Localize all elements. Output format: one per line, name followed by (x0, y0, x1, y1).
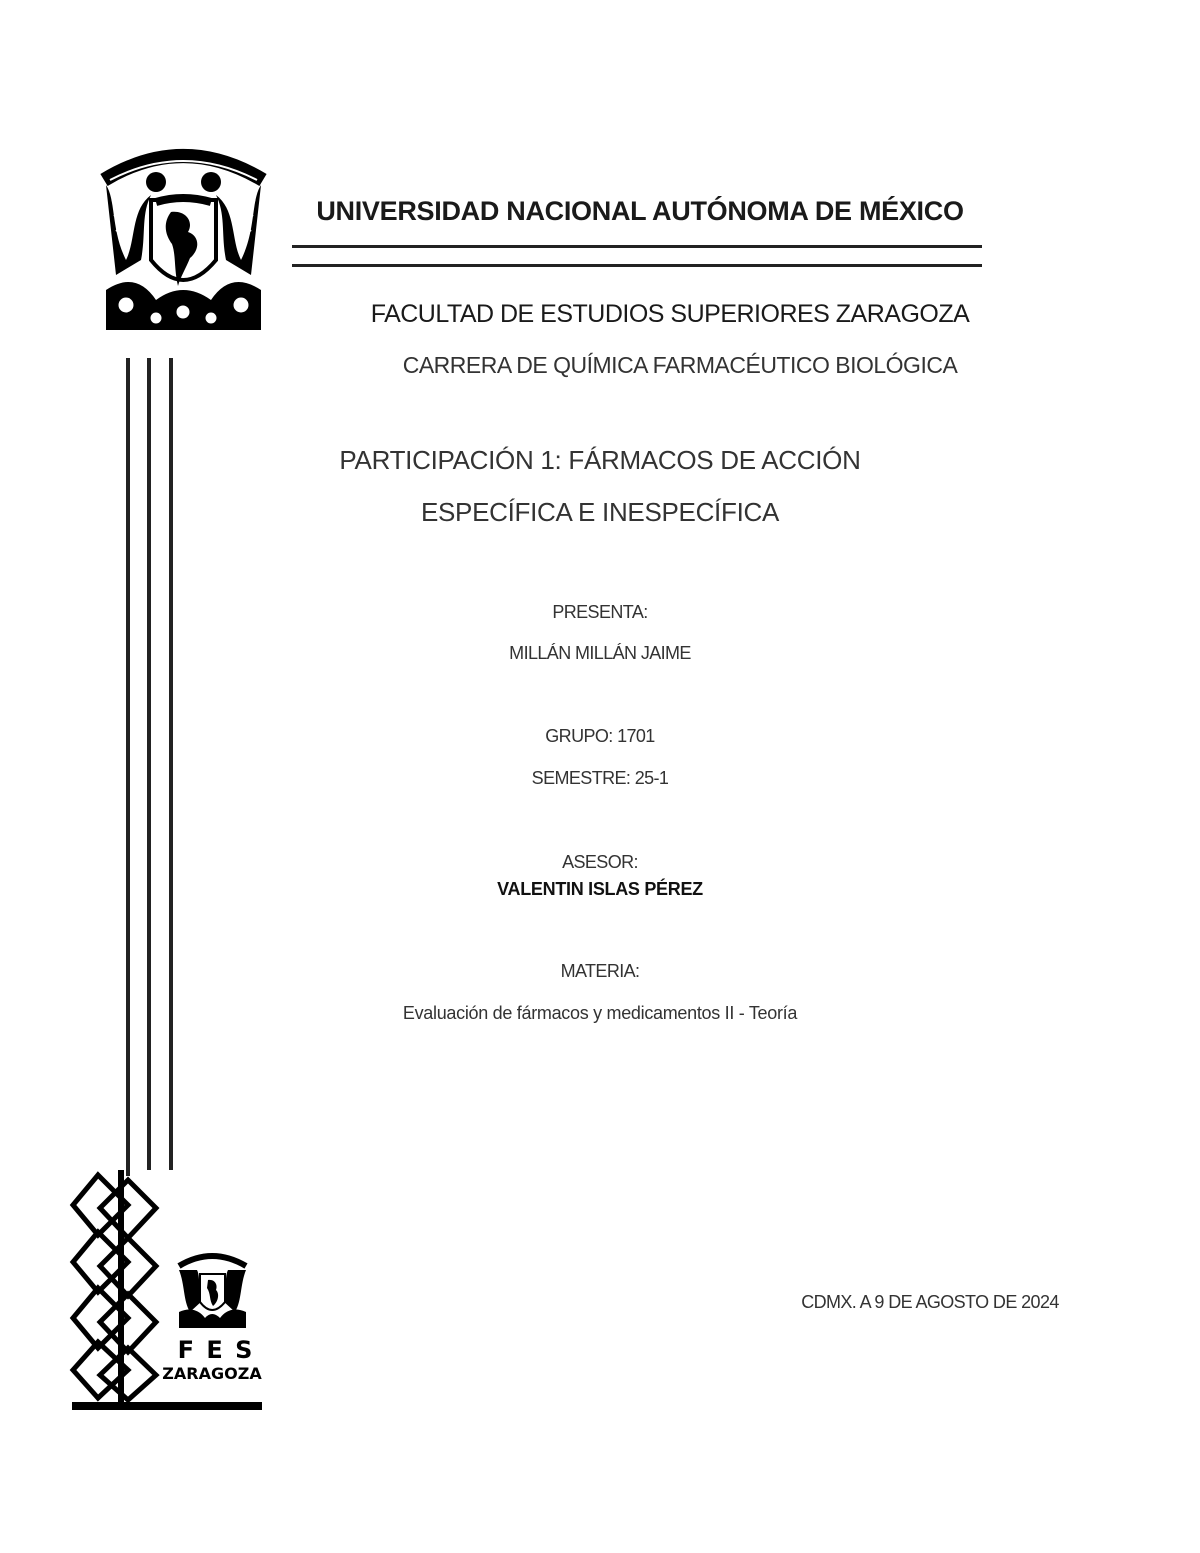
vertical-rule-3 (169, 358, 173, 1170)
assignment-title-line1: PARTICIPACIÓN 1: FÁRMACOS DE ACCIÓN (339, 445, 861, 475)
faculty-title: FACULTAD DE ESTUDIOS SUPERIORES ZARAGOZA (370, 300, 970, 328)
university-title: UNIVERSIDAD NACIONAL AUTÓNOMA DE MÉXICO (316, 196, 964, 226)
fes-logo-line2: ZARAGOZA (162, 1364, 262, 1383)
unam-seal-icon (96, 140, 271, 340)
bottom-rule (72, 1402, 262, 1410)
vertical-rule-2 (147, 358, 151, 1170)
presenta-label: PRESENTA: (552, 602, 648, 622)
document-date: CDMX. A 9 DE AGOSTO DE 2024 (801, 1292, 1059, 1312)
fes-logo-line1: F E S (177, 1336, 255, 1364)
subject-name: Evaluación de fármacos y medicamentos II - Teoría (402, 1003, 798, 1023)
advisor-name: VALENTIN ISLAS PÉREZ (497, 879, 703, 899)
group-label: GRUPO: 1701 (545, 726, 655, 746)
header-rule-2 (292, 264, 982, 267)
career-title: CARRERA DE QUÍMICA FARMACÉUTICO BIOLÓGICA (402, 352, 958, 378)
fes-seal-icon (175, 1250, 250, 1330)
diamond-pattern-icon (68, 1170, 163, 1402)
semester-label: SEMESTRE: 25-1 (531, 768, 669, 788)
advisor-label: ASESOR: (562, 852, 638, 872)
assignment-title-line2: ESPECÍFICA E INESPECÍFICA (420, 497, 780, 527)
student-name: MILLÁN MILLÁN JAIME (509, 643, 691, 663)
subject-label: MATERIA: (560, 961, 640, 981)
header-rule-1 (292, 245, 982, 248)
vertical-rule-1 (126, 358, 130, 1176)
